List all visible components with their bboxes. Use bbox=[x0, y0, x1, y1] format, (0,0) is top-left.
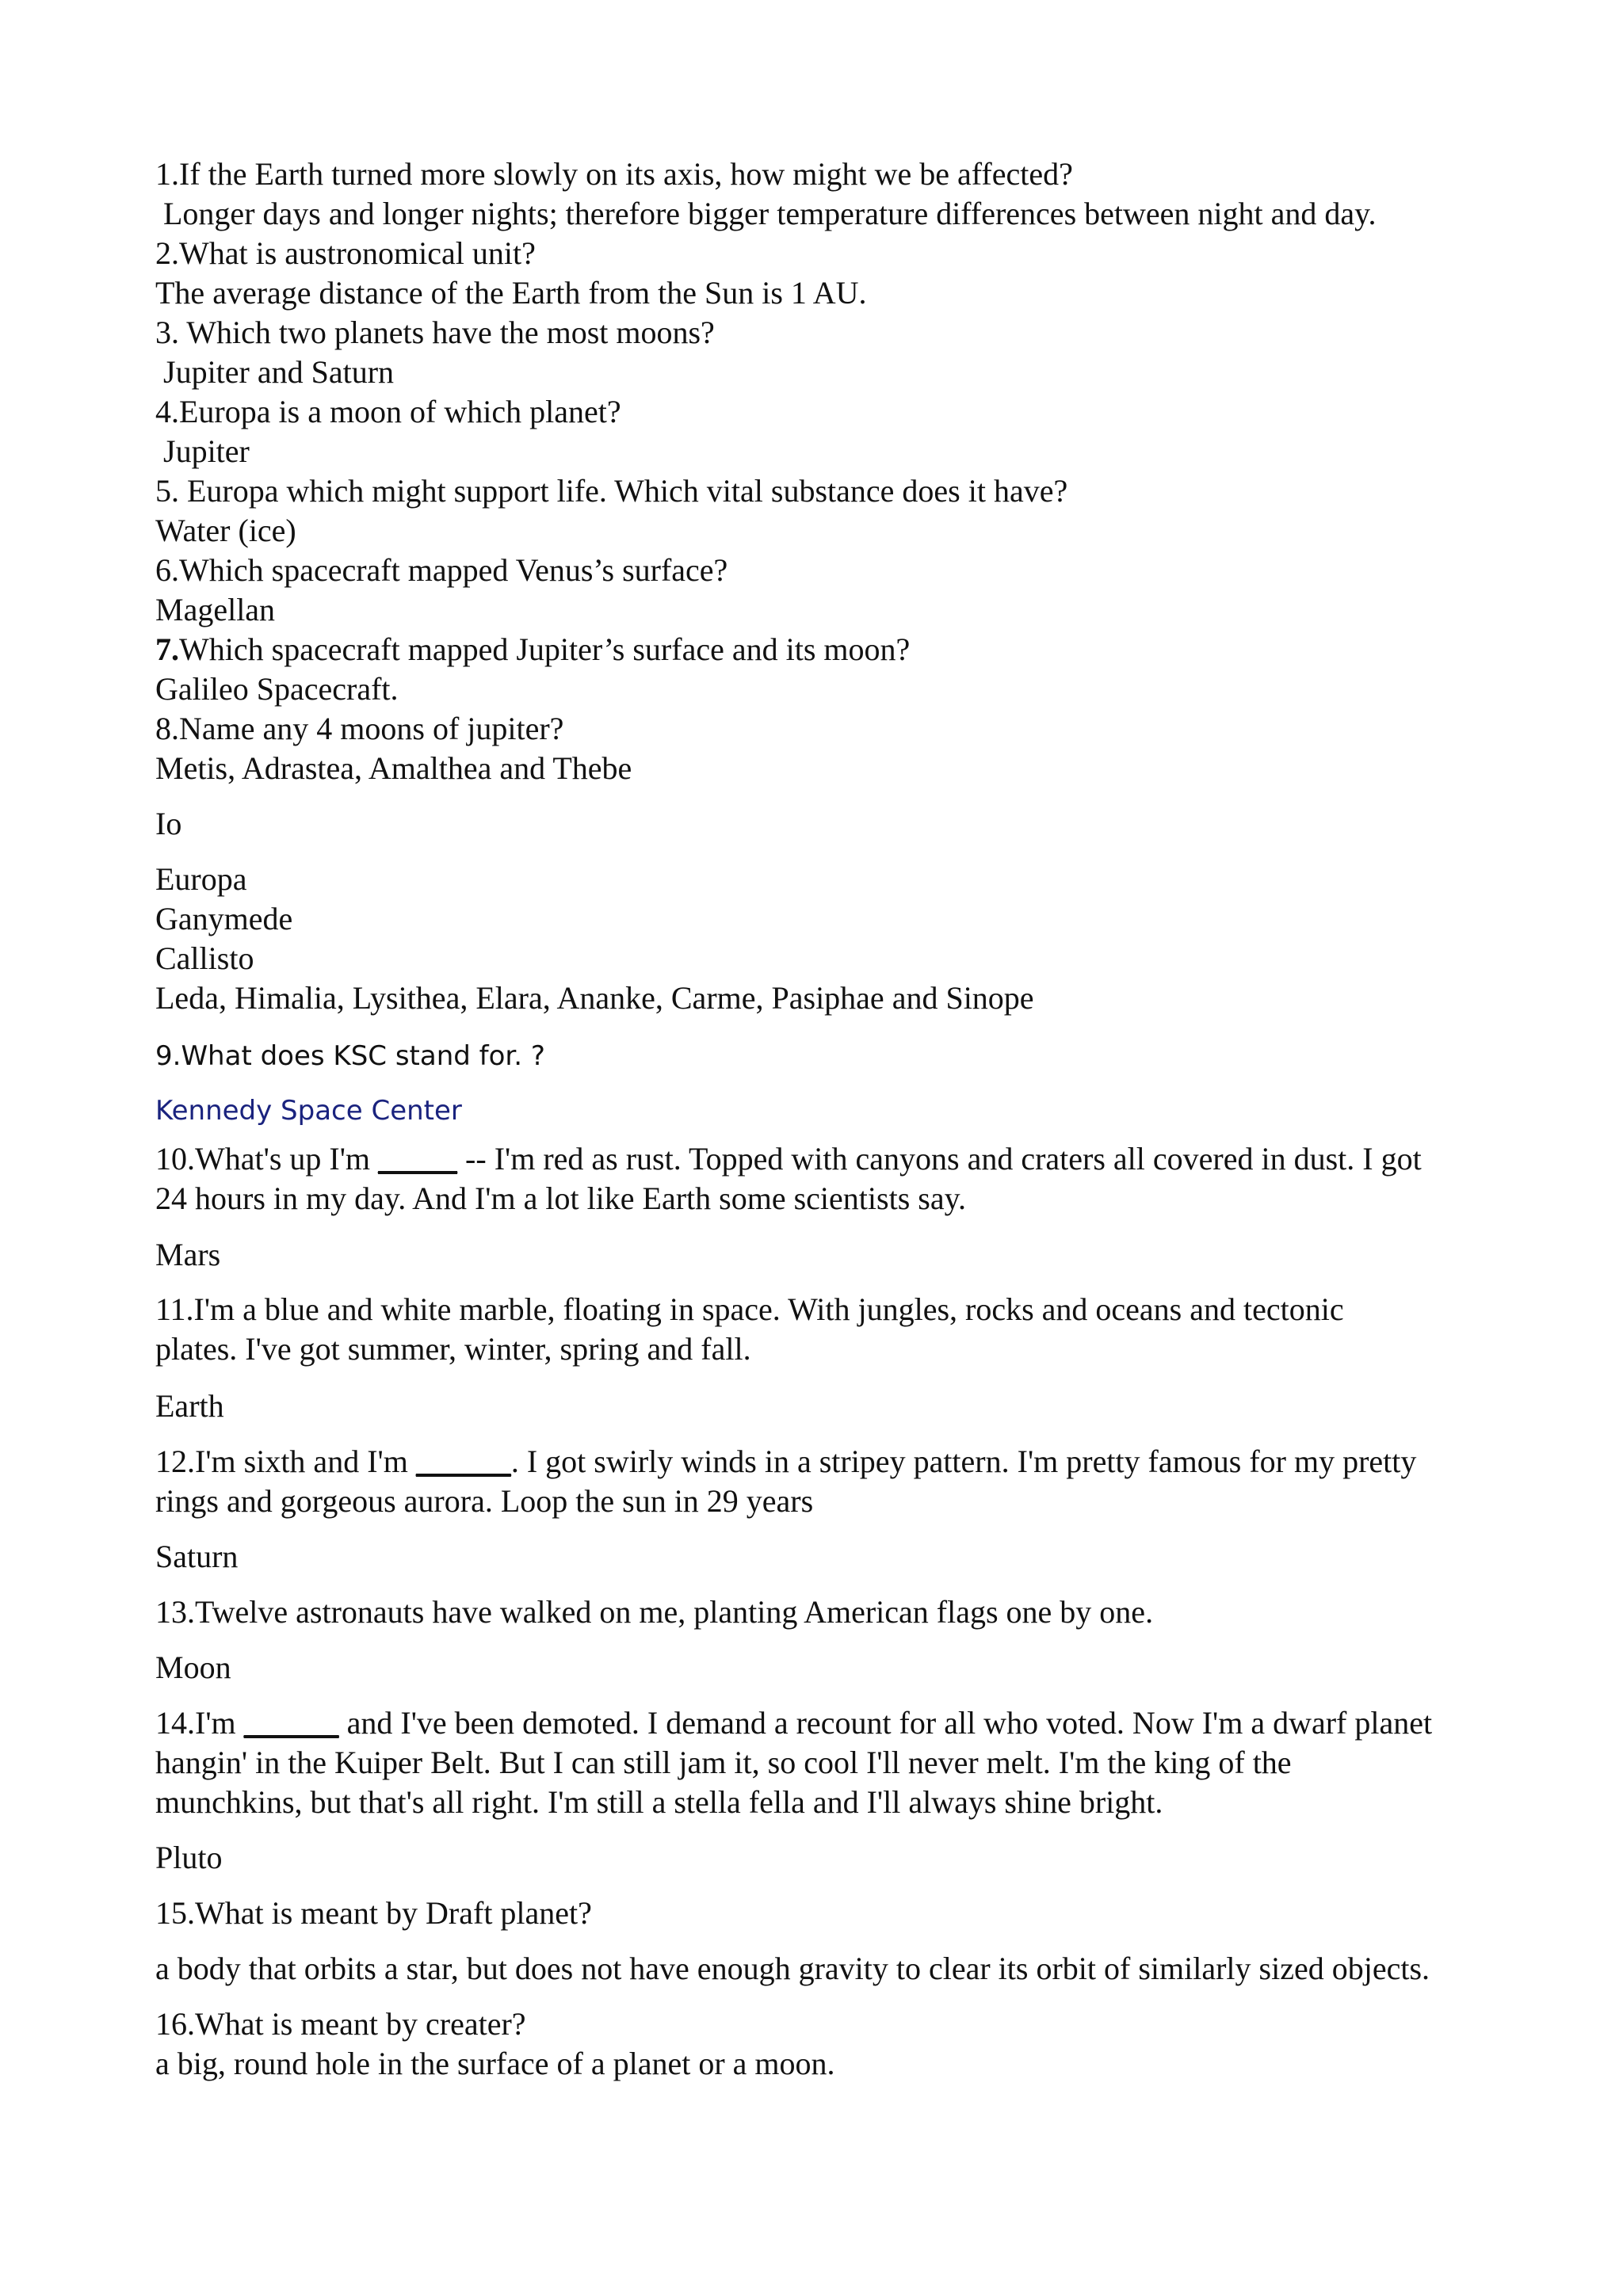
answer-3: Jupiter and Saturn bbox=[155, 354, 395, 390]
question-12-blank: ______ bbox=[415, 1444, 511, 1479]
question-12-suffix: . I got swirly winds in a stripey pattern. I'm pretty famous for my pretty bbox=[510, 1444, 1417, 1479]
answer-1: Longer days and longer nights; therefore bigger temperature differences between night and day. bbox=[155, 196, 1377, 231]
answer-8-line-1: Metis, Adrastea, Amalthea and Thebe bbox=[155, 750, 632, 786]
answer-13: Moon bbox=[155, 1650, 231, 1685]
question-12-prefix: 12.I'm sixth and I'm bbox=[155, 1444, 416, 1479]
question-12-line-2: rings and gorgeous aurora. Loop the sun in 29 years bbox=[155, 1483, 814, 1519]
answer-16: a big, round hole in the surface of a planet or a moon. bbox=[155, 2046, 835, 2081]
question-10-line-1 bbox=[155, 1139, 1487, 1179]
question-14-blank: ______ bbox=[243, 1705, 339, 1741]
question-7-number: 7. bbox=[155, 631, 179, 667]
answer-11: Earth bbox=[155, 1388, 224, 1424]
answer-15: a body that orbits a star, but does not have enough gravity to clear its orbit of similarly sized objects. bbox=[155, 1951, 1430, 1986]
question-11-line-2: plates. I've got summer, winter, spring and fall. bbox=[155, 1331, 751, 1367]
answer-2: The average distance of the Earth from the Sun is 1 AU. bbox=[155, 275, 867, 311]
answer-6: Magellan bbox=[155, 592, 276, 627]
answer-8-line-6: Leda, Himalia, Lysithea, Elara, Ananke, Carme, Pasiphae and Sinope bbox=[155, 980, 1034, 1016]
question-16: 16.What is meant by creater? bbox=[155, 2006, 526, 2042]
question-10-suffix: -- I'm red as rust. Topped with canyons and craters all covered in dust. I got bbox=[457, 1141, 1422, 1177]
question-14-line-1 bbox=[155, 1703, 1487, 1743]
question-10-line-2: 24 hours in my day. And I'm a lot like Earth some scientists say. bbox=[155, 1180, 966, 1216]
question-13: 13.Twelve astronauts have walked on me, planting American flags one by one. bbox=[155, 1594, 1154, 1630]
answer-8-callisto: Callisto bbox=[155, 940, 254, 976]
question-10-prefix: 10.What's up I'm bbox=[155, 1141, 379, 1177]
question-7-text: Which spacecraft mapped Jupiter’s surface and its moon? bbox=[179, 631, 911, 667]
question-6: 6.Which spacecraft mapped Venus’s surface? bbox=[155, 552, 728, 588]
question-14-suffix: and I've been demoted. I demand a recount for all who voted. Now I'm a dwarf planet bbox=[338, 1705, 1433, 1741]
question-11-line-1: 11.I'm a blue and white marble, floating in space. With jungles, rocks and oceans and tectonic bbox=[155, 1291, 1344, 1327]
question-5: 5. Europa which might support life. Which vital substance does it have? bbox=[155, 473, 1068, 509]
question-10-blank: _____ bbox=[378, 1141, 458, 1177]
answer-8-europa: Europa bbox=[155, 861, 247, 897]
question-12-line-1 bbox=[155, 1442, 1487, 1482]
answer-5: Water (ice) bbox=[155, 513, 296, 548]
question-8: 8.Name any 4 moons of jupiter? bbox=[155, 711, 564, 746]
answer-10: Mars bbox=[155, 1237, 221, 1272]
question-4: 4.Europa is a moon of which planet? bbox=[155, 394, 621, 429]
answer-8-ganymede: Ganymede bbox=[155, 901, 293, 936]
question-7 bbox=[155, 630, 1487, 669]
answer-14: Pluto bbox=[155, 1840, 223, 1875]
answer-9: Kennedy Space Center bbox=[155, 1095, 462, 1127]
answer-8-io: Io bbox=[155, 806, 182, 841]
question-2: 2.What is austronomical unit? bbox=[155, 235, 536, 271]
question-15: 15.What is meant by Draft planet? bbox=[155, 1895, 592, 1931]
question-14-line-3: munchkins, but that's all right. I'm still a stella fella and I'll always shine bright. bbox=[155, 1784, 1163, 1820]
question-14-prefix: 14.I'm bbox=[155, 1705, 244, 1741]
question-3: 3. Which two planets have the most moons? bbox=[155, 315, 715, 350]
answer-12: Saturn bbox=[155, 1539, 239, 1574]
question-9: 9.What does KSC stand for. ? bbox=[155, 1040, 545, 1072]
question-1: 1.If the Earth turned more slowly on its axis, how might we be affected? bbox=[155, 156, 1073, 192]
answer-4: Jupiter bbox=[155, 433, 250, 469]
answer-7: Galileo Spacecraft. bbox=[155, 671, 399, 707]
question-14-line-2: hangin' in the Kuiper Belt. But I can still jam it, so cool I'll never melt. I'm the king of the bbox=[155, 1745, 1292, 1780]
